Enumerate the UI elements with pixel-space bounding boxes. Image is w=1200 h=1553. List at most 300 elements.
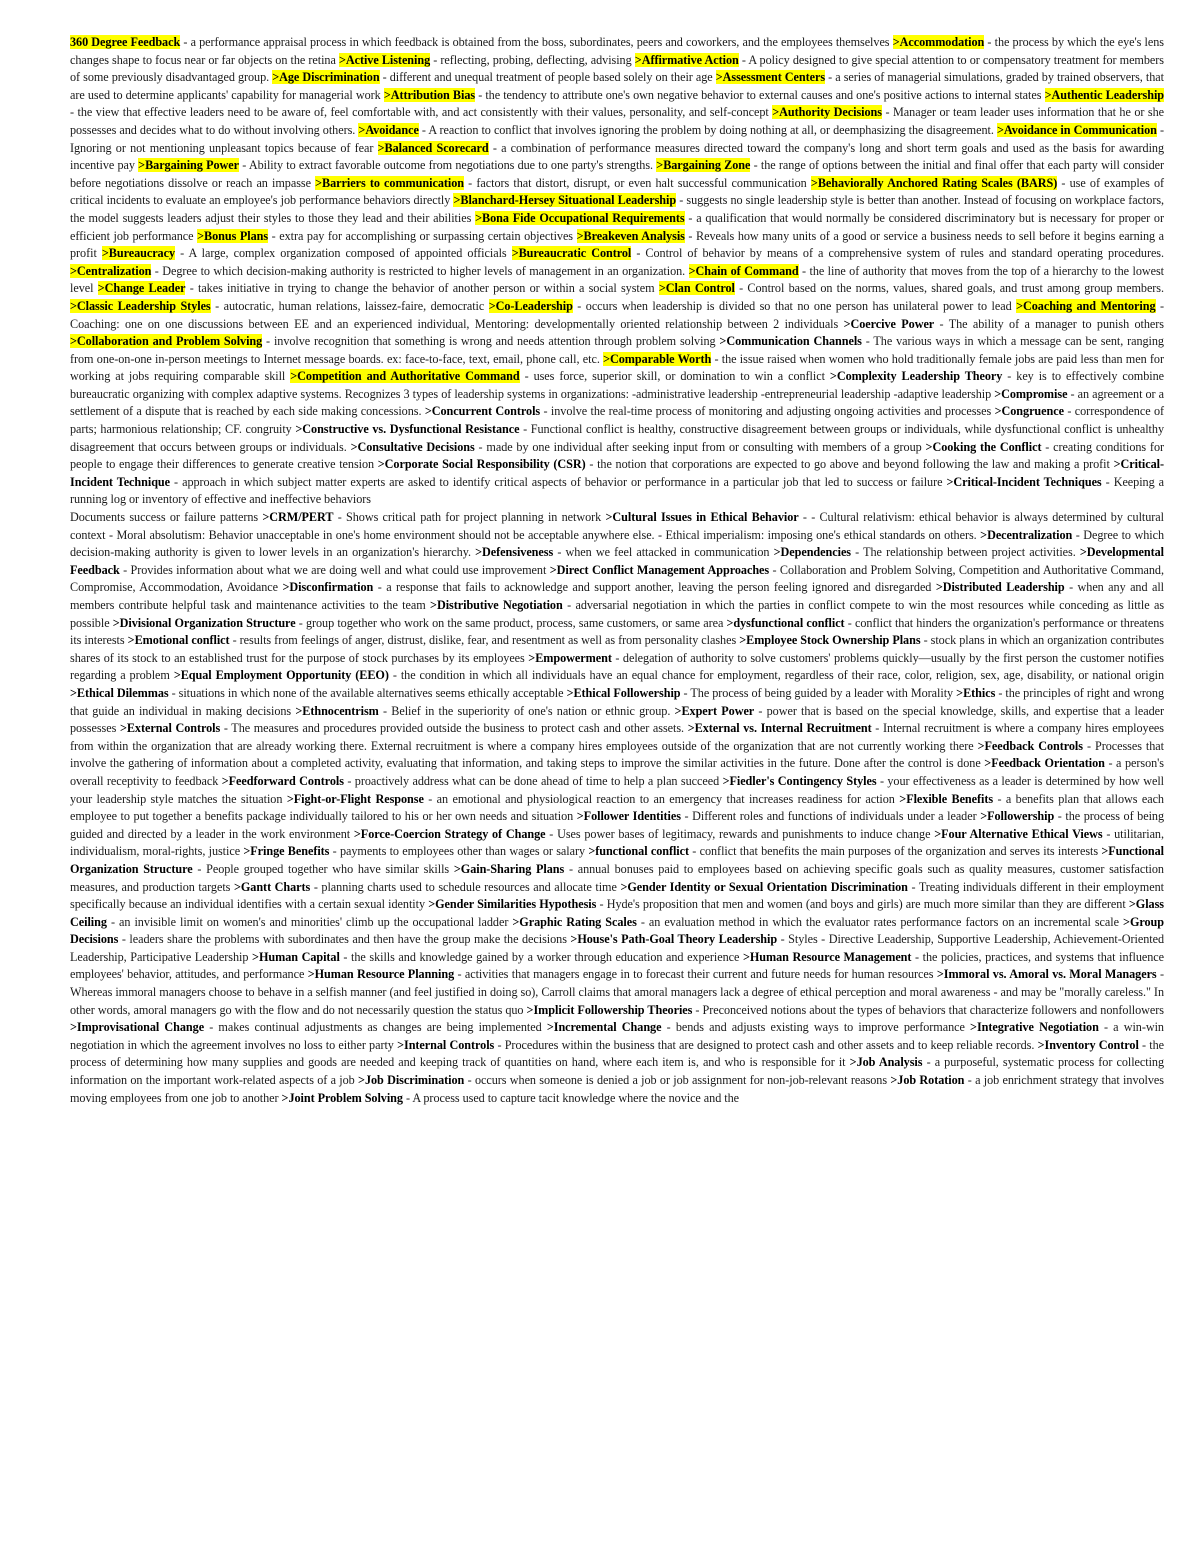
entry-term: >Feedback Controls xyxy=(977,738,1083,753)
entry-term: >Job Analysis xyxy=(849,1055,923,1070)
entry-definition: bends and adjusts existing ways to improve performance xyxy=(675,1020,965,1035)
entry-definition: A large, complex organization composed of appointed officials xyxy=(188,246,507,261)
entry-term: >Human Resource Management xyxy=(742,949,912,964)
entry-term: >Active Listening xyxy=(338,52,431,67)
entry-definition: involve the real-time process of monitoring and adjusting ongoing activities and processes xyxy=(550,404,992,419)
glossary-entry: >Critical-Incident Techniques - Keeping a running log or inventory of effective and ineffective behaviors xyxy=(70,474,1164,507)
entry-term: >Equal Employment Opportunity (EEO) xyxy=(173,668,389,683)
entry-definition: correspondence of parts; harmonious relationship; CF. congruity xyxy=(70,404,1165,437)
entry-definition: Shows critical path for project planning in network xyxy=(346,510,602,525)
entry-term: >Glass Ceiling xyxy=(70,897,1164,929)
entry-term: >Follower Identities xyxy=(576,809,681,824)
glossary-entry: >Followership - the process of being guided and directed by a leader in the work environment xyxy=(70,809,1164,841)
glossary-entry: >Divisional Organization Structure - group together who work on the same product, process, same customers, or same area xyxy=(112,615,724,630)
entry-term: >Classic Leadership Styles xyxy=(70,298,211,313)
entry-definition: Documents success or failure patterns xyxy=(70,510,259,525)
glossary-entry: >Avoidance - A reaction to conflict that involves ignoring the problem by doing nothing at all, or deemphasizing the disagreement. xyxy=(358,122,994,137)
entry-term: >Job Discrimination xyxy=(358,1073,465,1088)
glossary-entry: >Fiedler's Contingency Styles - your effectiveness as a leader is determined by how well your leadership style matches the situation xyxy=(70,773,1165,806)
entry-term: >Integrative Negotiation xyxy=(970,1020,1099,1035)
glossary-entry: >Bona Fide Occupational Requirements - a qualification that would normally be considered discriminatory but is necessary for proper or efficient job performance xyxy=(70,210,1164,243)
entry-definition: made by one individual after seeking input from or consulting with members of a group xyxy=(486,439,922,454)
glossary-entry: >Blanchard-Hersey Situational Leadership - suggests no single leadership style is better than another. Instead of focusing on workplace factors, the model suggests leaders adjust their styles to those they lead and their abilities xyxy=(70,193,1165,225)
entry-definition: the process of determining how many supplies and goods are needed and keeping track of quantities on hand, where each item is, and who is responsible for it xyxy=(70,1037,1165,1070)
entry-definition: autocratic, human relations, laissez-faire, democratic xyxy=(223,298,485,313)
glossary-entry: >Gain-Sharing Plans - annual bonuses paid to employees based on achieving specific goals such as quality measures, customer satisfaction measures, and production targets xyxy=(70,861,1164,894)
entry-definition: the condition in which all individuals have an equal chance for employment, regardless of their race, color, religion, sex, age, disability, or national origin xyxy=(400,668,1165,683)
entry-term: >Fringe Benefits xyxy=(243,844,330,859)
glossary-entry: >Collaboration and Problem Solving - involve recognition that something is wrong and needs attention through problem solving xyxy=(70,334,716,349)
entry-definition: Ignoring or not mentioning unpleasant topics because of fear xyxy=(70,140,374,155)
glossary-entry: >Ethics - the principles of right and wrong that guide an individual in making decisions xyxy=(70,685,1165,718)
entry-term: >Behaviorally Anchored Rating Scales (BARS) xyxy=(810,175,1058,190)
entry-term: >Affirmative Action xyxy=(634,52,739,67)
glossary-entry: 360 Degree Feedback - a performance appraisal process in which feedback is obtained from the boss, subordinates, peers and coworkers, and the employees themselves xyxy=(70,35,890,49)
entry-term: >Assessment Centers xyxy=(715,70,826,85)
glossary-entry: >Ethical Followership - The process of being guided by a leader with Morality xyxy=(566,685,954,700)
glossary-entry: >Glass Ceiling - an invisible limit on women's and minorities' climb up the occupational ladder xyxy=(70,897,1164,929)
entry-definition: People grouped together who have similar skills xyxy=(206,861,450,876)
entry-definition: adversarial negotiation in which the parties in conflict compete to win the most resources while conceding as little as possible xyxy=(70,598,1165,630)
entry-definition: takes initiative in trying to change the behavior of another person or within a social system xyxy=(197,281,655,296)
entry-definition: a benefits plan that allows each employee to put together a benefits package individually tailored to his or her own needs and situation xyxy=(70,791,1164,824)
entry-term: >Avoidance xyxy=(358,122,419,137)
glossary-paragraph xyxy=(70,34,1164,509)
glossary-entry: >Flexible Benefits - a benefits plan that allows each employee to put together a benefits package individually tailored to his or her own needs and situation xyxy=(70,791,1164,824)
entry-definition: group together who work on the same product, process, same customers, or same area xyxy=(305,615,724,630)
entry-definition: proactively address what can be done ahead of time to help a plan succeed xyxy=(354,773,720,788)
glossary-entry: >Empowerment - delegation of authority to solve customers' problems quickly—usually by the first person the customer notifies regarding a problem xyxy=(70,650,1165,683)
entry-definition: a job enrichment strategy that involves moving employees from one job to another xyxy=(70,1073,1164,1105)
entry-term: >Ethics xyxy=(956,685,996,700)
entry-definition: Procedures within the business that are designed to protect cash and other assets and to keep reliable records. xyxy=(504,1037,1035,1052)
glossary-entry: >Change Leader - takes initiative in trying to change the behavior of another person or within a social system xyxy=(97,281,655,296)
entry-term: >Blanchard-Hersey Situational Leadership xyxy=(453,193,677,208)
entry-term: >Authority Decisions xyxy=(772,105,882,120)
glossary-entry: >Distributed Leadership - when any and all members contribute helpful task and maintenance activities to the team xyxy=(70,580,1164,612)
entry-definition: situations in which none of the available alternatives seems ethically acceptable xyxy=(178,685,564,700)
entry-definition: an evaluation method in which the evaluator rates performance factors on an incremental scale xyxy=(648,914,1119,929)
glossary-entry: >Feedback Controls - Processes that involve the gathering of information about a completed activity, evaluating that information, and taking steps to improve the similar activities in the future. Done after the control is done xyxy=(70,738,1164,771)
entry-term: >Corporate Social Responsibility (CSR) xyxy=(377,457,586,472)
entry-definition: reflecting, probing, deflecting, advising xyxy=(440,52,632,67)
glossary-entry: >Consultative Decisions - made by one individual after seeking input from or consulting with members of a group xyxy=(350,439,922,454)
glossary-entry: >Gender Identity or Sexual Orientation Discrimination - Treating individuals different in their employment specifically because an individual identifies with a certain sexual identity xyxy=(70,879,1164,912)
glossary-entry: >Human Resource Management - the policies, practices, and systems that influence employees' behavior, attitudes, and performance xyxy=(70,949,1164,982)
entry-term: >Compromise xyxy=(994,386,1068,401)
entry-term: >Gain-Sharing Plans xyxy=(453,861,565,876)
entry-definition: payments to employees other than wages or salary xyxy=(339,844,586,859)
entry-term: >Attribution Bias xyxy=(383,87,476,102)
glossary-entry: >Cooking the Conflict - creating conditions for people to engage their differences to generate creative tension xyxy=(70,439,1164,472)
entry-term: >Distributed Leadership xyxy=(935,580,1065,595)
entry-term: >House's Path-Goal Theory Leadership xyxy=(570,932,778,947)
glossary-entry: >functional conflict - conflict that benefits the main purposes of the organization and serves its interests xyxy=(588,844,1099,859)
entry-definition: your effectiveness as a leader is determined by how well your leadership style matches the situation xyxy=(70,773,1165,806)
entry-definition: The various ways in which a message can be sent, ranging from one-on-one in-person meetings to Internet message boards. ex: face-to-face, text, email, phone call, etc. xyxy=(70,334,1164,366)
entry-term: >dysfunctional conflict xyxy=(726,615,845,630)
glossary-entry: >Coercive Power - The ability of a manager to punish others xyxy=(843,316,1164,331)
entry-definition: the range of options between the initial and final offer that each party will consider before negotiations dissolve or reach an impasse xyxy=(70,158,1164,190)
entry-term: >Balanced Scorecard xyxy=(377,140,489,155)
entry-definition: planning charts used to schedule resources and allocate time xyxy=(321,879,617,894)
entry-definition: Provides information about what we are doing well and what could use improvement xyxy=(130,562,547,577)
entry-definition: Styles - Directive Leadership, Supportive Leadership, Achievement-Oriented Leadership, Participative Leadership xyxy=(70,932,1164,964)
entry-term: >Collaboration and Problem Solving xyxy=(70,334,263,349)
entry-definition: conflict that benefits the main purposes of the organization and serves its interests xyxy=(699,844,1099,859)
glossary-entry: >Authentic Leadership - the view that effective leaders need to be aware of, feel comfortable with, and act consistently with their values, personality, and self-concept xyxy=(70,87,1165,120)
glossary-entry: >Balanced Scorecard - a combination of performance measures directed toward the company's long and short term goals and used as the basis for awarding incentive pay xyxy=(70,140,1165,173)
entry-definition: Ability to extract favorable outcome from negotiations due to one party's strengths. xyxy=(248,158,654,173)
entry-term: >Emotional conflict xyxy=(127,633,230,648)
entry-definition: Degree to which decision-making authority is restricted to higher levels of management in an organization. xyxy=(162,263,686,278)
entry-term: >Bona Fide Occupational Requirements xyxy=(475,210,685,225)
entry-definition: Keeping a running log or inventory of effective and ineffective behaviors xyxy=(70,474,1164,507)
entry-definition: the line of authority that moves from the top of a hierarchy to the lowest level xyxy=(70,263,1165,296)
entry-definition: A policy designed to give special attention to or compensatory treatment for members of some previously disadvantaged group. xyxy=(70,52,1164,85)
entry-definition: Manager or team leader uses information that he or she possesses and decides what to do without involving others. xyxy=(70,105,1164,137)
entry-term: >Clan Control xyxy=(658,281,735,296)
glossary-entry: >Group Decisions - leaders share the problems with subordinates and then have the group make the decisions xyxy=(70,914,1165,947)
entry-definition: Coaching: one on one discussions between EE and an experienced individual, Mentoring: developmentally oriented relationship between 2 individuals xyxy=(70,316,839,331)
entry-term: >Human Capital xyxy=(252,949,340,964)
entry-term: >Critical-Incident Techniques xyxy=(946,474,1102,489)
glossary-entry: >Direct Conflict Management Approaches - Collaboration and Problem Solving, Competition and Authoritative Command, Compromise, Accommodation, Avoidance xyxy=(70,562,1164,595)
glossary-entry: >Bureaucracy - A large, complex organization composed of appointed officials xyxy=(101,246,507,261)
entry-term: >Internal Controls xyxy=(397,1037,495,1052)
glossary-entry: >Joint Problem Solving - A process used to capture tacit knowledge where the novice and the xyxy=(281,1090,739,1105)
glossary-entry: >Ethnocentrism - Belief in the superiority of one's nation or ethnic group. xyxy=(295,703,671,718)
entry-term: >Followership xyxy=(980,809,1055,824)
entry-definition: suggests no single leadership style is better than another. Instead of focusing on workplace factors, the model suggests leaders adjust their styles to those they lead and their abilities xyxy=(70,193,1165,225)
glossary-entry: >Affirmative Action - A policy designed to give special attention to or compensatory treatment for members of some previously disadvantaged group. xyxy=(70,52,1164,85)
glossary-entry: >Follower Identities - Different roles and functions of individuals under a leader xyxy=(576,809,977,824)
entry-definition: extra pay for accomplishing or surpassing certain objectives xyxy=(279,228,573,243)
entry-term: >Avoidance in Communication xyxy=(996,122,1157,137)
glossary-entry: >Feedback Orientation - a person's overall receptivity to feedback xyxy=(70,756,1165,788)
entry-definition: involve recognition that something is wrong and needs attention through problem solving xyxy=(273,334,716,349)
glossary-entry: >Co-Leadership - occurs when leadership is divided so that no one person has unilateral power to lead xyxy=(488,298,1012,313)
entry-term: >Four Alternative Ethical Views xyxy=(934,826,1103,841)
entry-term: >Ethical Dilemmas xyxy=(70,685,169,700)
glossary-entry: >Attribution Bias - the tendency to attribute one's own negative behavior to external causes and one's positive actions to internal states xyxy=(383,87,1042,102)
glossary-entry: >Developmental Feedback - Provides information about what we are doing well and what could use improvement xyxy=(70,545,1164,577)
glossary-entry: >Compromise - an agreement or a settlement of a dispute that is reached by each side making concessions. xyxy=(70,386,1164,419)
glossary-entry: >CRM/PERT - Shows critical path for project planning in network xyxy=(262,510,602,525)
glossary-entry: >Disconfirmation - a response that fails to acknowledge and support another, leaving the person feeling ignored and disregarded xyxy=(282,580,932,595)
entry-term: >Incremental Change xyxy=(546,1020,662,1035)
entry-term: >Coaching and Mentoring xyxy=(1016,298,1156,313)
entry-term: >Congruence xyxy=(994,404,1064,419)
glossary-entry: >Assessment Centers - a series of managerial simulations, graded by trained observers, that are used to determine applicants' capability for managerial work xyxy=(70,70,1164,102)
entry-term: >Fiedler's Contingency Styles xyxy=(722,773,877,788)
glossary-entry: >Incremental Change - bends and adjusts existing ways to improve performance xyxy=(546,1020,965,1035)
glossary-entry: >Implicit Followership Theories - Preconceived notions about the types of behaviors that characterize followers and nonfollowers xyxy=(526,1002,1164,1017)
entry-definition: Treating individuals different in their employment specifically because an individual identifies with a certain sexual identity xyxy=(70,879,1164,912)
entry-term: >Implicit Followership Theories xyxy=(526,1002,693,1017)
entry-definition: utilitarian, individualism, moral-rights, justice xyxy=(70,826,1164,859)
glossary-entry: >External Controls - The measures and procedures provided outside the business to protect cash and other assets. xyxy=(119,721,685,736)
entry-term: >Improvisational Change xyxy=(70,1020,205,1035)
entry-definition: a qualification that would normally be considered discriminatory but is necessary for proper or efficient job performance xyxy=(70,210,1164,243)
entry-definition: occurs when leadership is divided so that no one person has unilateral power to lead xyxy=(585,298,1012,313)
entry-definition: Internal recruitment is where a company hires employees from within the organization that are already working there. External recruitment is where a company hires employees outside of the organization that are not currently working there xyxy=(70,721,1164,753)
entry-definition: annual bonuses paid to employees based on achieving specific goals such as quality measures, customer satisfaction measures, and production targets xyxy=(70,861,1164,894)
entry-term: >Authentic Leadership xyxy=(1044,87,1165,102)
entry-definition: results from feelings of anger, distrust, dislike, fear, and resentment as well as from personality clashes xyxy=(239,633,737,648)
entry-term: >Communication Channels xyxy=(719,334,862,349)
glossary-entry: >dysfunctional conflict - conflict that hinders the organization's performance or threatens its interests xyxy=(70,615,1164,648)
entry-term: >Feedforward Controls xyxy=(221,773,344,788)
entry-definition: the principles of right and wrong that guide an individual in making decisions xyxy=(70,685,1165,718)
entry-term: >Accommodation xyxy=(892,35,985,49)
entry-term: >Coercive Power xyxy=(843,316,935,331)
entry-term: >Developmental Feedback xyxy=(70,545,1164,577)
entry-definition: the skills and knowledge gained by a worker through education and experience xyxy=(351,949,740,964)
glossary-entry: >Equal Employment Opportunity (EEO) - the condition in which all individuals have an equal chance for employment, regardless of their race, color, religion, sex, age, disability, or national origin xyxy=(173,668,1165,683)
entry-term: >Chain of Command xyxy=(688,263,799,278)
entry-term: >Ethical Followership xyxy=(566,685,681,700)
entry-definition: the tendency to attribute one's own negative behavior to external causes and one's positive actions to internal states xyxy=(485,87,1042,102)
entry-term: >Gender Identity or Sexual Orientation Discrimination xyxy=(620,879,908,894)
glossary-entry: >Immoral vs. Amoral vs. Moral Managers - Whereas immoral managers choose to behave in a selfish manner (and feel justified in doing so), Carroll claims that amoral managers lack a degree of ethical perception and moral awareness - and may be "morally careless." In other words, amoral managers go with the flow and do not necessarily question the status quo xyxy=(70,967,1164,1017)
glossary-entry: >Authority Decisions - Manager or team leader uses information that he or she possesses and decides what to do without involving others. xyxy=(70,105,1164,137)
entry-term: >Job Rotation xyxy=(890,1073,965,1088)
entry-term: >Ethnocentrism xyxy=(295,703,379,718)
glossary-entry: >Gender Similarities Hypothesis - Hyde's proposition that men and women (and boys and girls) are much more similar than they are different xyxy=(428,897,1126,912)
entry-term: >Direct Conflict Management Approaches xyxy=(549,562,770,577)
glossary-entry: >Bargaining Power - Ability to extract favorable outcome from negotiations due to one party's strengths. xyxy=(138,158,654,173)
glossary-entry: >Graphic Rating Scales - an evaluation method in which the evaluator rates performance factors on an incremental scale xyxy=(512,914,1119,929)
entry-definition: creating conditions for people to engage their differences to generate creative tension xyxy=(70,439,1164,472)
entry-definition: The relationship between project activities. xyxy=(863,545,1076,560)
entry-term: >CRM/PERT xyxy=(262,510,334,525)
entry-definition: makes continual adjustments as changes are being implemented xyxy=(218,1020,542,1035)
entry-term: >Bonus Plans xyxy=(197,228,269,243)
entry-term: >Inventory Control xyxy=(1037,1037,1139,1052)
entry-definition: conflict that hinders the organization's performance or threatens its interests xyxy=(70,615,1164,648)
glossary-entry: >External vs. Internal Recruitment - Internal recruitment is where a company hires employees from within the organization that are already working there. External recruitment is where a company hires employees outside of the organization that are not currently working there xyxy=(70,721,1164,753)
entry-term: >Feedback Orientation xyxy=(984,756,1105,771)
entry-definition: an invisible limit on women's and minorities' climb up the occupational ladder xyxy=(119,914,509,929)
glossary-entry: >Dependencies - The relationship between project activities. xyxy=(773,545,1076,560)
glossary-entry: >Congruence - correspondence of parts; harmonious relationship; CF. congruity xyxy=(70,404,1165,437)
entry-term: >Human Resource Planning xyxy=(307,967,455,982)
entry-definition: Collaboration and Problem Solving, Competition and Authoritative Command, Compromise, Accommodation, Avoidance xyxy=(70,562,1164,595)
entry-definition: an agreement or a settlement of a dispute that is reached by each side making concessions. xyxy=(70,386,1164,419)
entry-definition: Whereas immoral managers choose to behave in a selfish manner (and feel justified in doing so), Carroll claims that amoral managers lack a degree of ethical perception and moral awareness - and may be "morally careless." In other words, amoral managers go with the flow and do not necessarily question the status quo xyxy=(70,985,1164,1017)
entry-definition: key is to effectively combine bureaucratic organizing with complex adaptive systems. Recognizes 3 types of leadership systems in organizations: -administrative leadership -entrepreneurial leadership -adaptive leadership xyxy=(70,369,1164,401)
entry-definition: Processes that involve the gathering of information about a completed activity, evaluating that information, and taking steps to improve the similar activities in the future. Done after the control is done xyxy=(70,738,1164,771)
entry-term: >Cooking the Conflict xyxy=(925,439,1042,454)
glossary-entry: >Chain of Command - the line of authority that moves from the top of a hierarchy to the lowest level xyxy=(70,263,1165,296)
glossary-entry: >Classic Leadership Styles - autocratic, human relations, laissez-faire, democratic xyxy=(70,298,485,313)
entry-term: >Centralization xyxy=(70,263,152,278)
entry-definition: Control of behavior by means of a comprehensive system of rules and standard operating procedures. xyxy=(645,246,1165,261)
entry-definition: when we feel attacked in communication xyxy=(565,545,770,560)
entry-definition: Degree to which decision-making authority is given to lower levels in an organization's hierarchy. xyxy=(70,527,1164,560)
glossary-entry: >Comparable Worth - the issue raised when women who hold traditionally female jobs are paid less than men for working at jobs requiring comparable skill xyxy=(70,351,1164,384)
entry-term: >Distributive Negotiation xyxy=(430,598,563,612)
glossary-entry: >Decentralization - Degree to which decision-making authority is given to lower levels in an organization's hierarchy. xyxy=(70,527,1164,560)
entry-term: >Graphic Rating Scales xyxy=(512,914,637,929)
glossary-entry: >Fringe Benefits - payments to employees other than wages or salary xyxy=(243,844,586,859)
glossary-entry: >Concurrent Controls - involve the real-time process of monitoring and adjusting ongoing activities and processes xyxy=(424,404,992,419)
glossary-entry: >Corporate Social Responsibility (CSR) - the notion that corporations are expected to go above and beyond following the law and making a profit xyxy=(377,457,1110,472)
glossary-entry: >Active Listening - reflecting, probing, deflecting, advising xyxy=(338,52,632,67)
glossary-entry: >Expert Power - power that is based on the special knowledge, skills, and expertise that a leader possesses xyxy=(70,703,1164,736)
entry-term: >Force-Coercion Strategy of Change xyxy=(353,826,546,841)
entry-definition: a series of managerial simulations, graded by trained observers, that are used to determine applicants' capability for managerial work xyxy=(70,70,1164,102)
entry-term: >Complexity Leadership Theory xyxy=(829,369,1003,384)
entry-term: >Critical-Incident Technique xyxy=(70,457,1165,489)
glossary-entry: >Distributive Negotiation - adversarial negotiation in which the parties in conflict compete to win the most resources while conceding as little as possible xyxy=(70,598,1165,630)
entry-definition: occurs when someone is denied a job or job assignment for non-job-relevant reasons xyxy=(474,1073,888,1088)
glossary-entry: >Human Capital - the skills and knowledge gained by a worker through education and experience xyxy=(252,949,740,964)
entry-term: >Functional Organization Structure xyxy=(70,844,1164,876)
entry-term: >Concurrent Controls xyxy=(424,404,541,419)
entry-definition: the process by which the eye's lens changes shape to focus near or far objects on the retina xyxy=(70,35,1164,67)
glossary-entry: >Barriers to communication - factors that distort, disrupt, or even halt successful communication xyxy=(315,175,807,190)
entry-definition: a win-win negotiation in which the agreement involves no loss to either party xyxy=(70,1020,1164,1052)
entry-term: >Change Leader xyxy=(97,281,186,296)
entry-term: >Fight-or-Flight Response xyxy=(286,791,424,806)
glossary-entry: >Human Resource Planning - activities that managers engage in to forecast their current and future needs for human resources xyxy=(307,967,934,982)
entry-term: >External Controls xyxy=(119,721,221,736)
entry-definition: Preconceived notions about the types of behaviors that characterize followers and nonfollowers xyxy=(702,1002,1164,1017)
entry-term: >Bargaining Power xyxy=(138,158,239,173)
entry-definition: Hyde's proposition that men and women (and boys and girls) are much more similar than they are different xyxy=(606,897,1126,912)
entry-definition: different and unequal treatment of people based solely on their age xyxy=(389,70,713,85)
glossary-entry: >Behaviorally Anchored Rating Scales (BARS) - use of examples of critical incidents to evaluate an employee's job performance behaviors directly xyxy=(70,175,1165,208)
entry-definition: leaders share the problems with subordinates and then have the group make the decisions xyxy=(129,932,567,947)
entry-term: >Barriers to communication xyxy=(315,175,464,190)
glossary-entry: >Breakeven Analysis - Reveals how many units of a good or service a business needs to sell before it begins earning a profit xyxy=(70,228,1164,261)
glossary-paragraph xyxy=(70,509,1164,1107)
glossary-entry: >Age Discrimination - different and unequal treatment of people based solely on their age xyxy=(272,70,713,85)
entry-definition: a performance appraisal process in which feedback is obtained from the boss, subordinates, peers and coworkers, and the employees themselves xyxy=(190,35,890,49)
glossary-entry: >House's Path-Goal Theory Leadership - Styles - Directive Leadership, Supportive Leadership, Achievement-Oriented Leadership, Participative Leadership xyxy=(70,932,1164,964)
entry-term: >Bureaucratic Control xyxy=(511,246,632,261)
glossary-entry: >Ethical Dilemmas - situations in which none of the available alternatives seems ethically acceptable xyxy=(70,685,564,700)
glossary-entry: >Bonus Plans - extra pay for accomplishing or surpassing certain objectives xyxy=(197,228,573,243)
glossary-entry: >Force-Coercion Strategy of Change - Uses power bases of legitimacy, rewards and punishments to induce change xyxy=(353,826,931,841)
glossary-entry: >Accommodation - the process by which the eye's lens changes shape to focus near or far objects on the retina xyxy=(70,35,1164,67)
glossary-entry: >Emotional conflict - results from feelings of anger, distrust, dislike, fear, and resentment as well as from personality clashes xyxy=(127,633,737,648)
entry-term: >Divisional Organization Structure xyxy=(112,615,296,630)
entry-term: >Flexible Benefits xyxy=(899,791,994,806)
entry-term: >Dependencies xyxy=(773,545,851,560)
entry-term: >Disconfirmation xyxy=(282,580,374,595)
entry-definition: Reveals how many units of a good or service a business needs to sell before it begins earning a profit xyxy=(70,228,1164,261)
entry-definition: a combination of performance measures directed toward the company's long and short term goals and used as the basis for awarding incentive pay xyxy=(70,140,1165,173)
entry-term: >Comparable Worth xyxy=(603,351,712,366)
glossary-entry: >Constructive vs. Dysfunctional Resistance - Functional conflict is healthy, constructive disagreement between groups or individuals, while dysfunctional conflict is unhealthy disagreement that occurs between groups or individuals. xyxy=(70,422,1164,454)
entry-term: >Co-Leadership xyxy=(488,298,573,313)
glossary-entry: >Clan Control - Control based on the norms, values, shared goals, and trust among group members. xyxy=(658,281,1164,296)
glossary-entry: >Improvisational Change - makes continual adjustments as changes are being implemented xyxy=(70,1020,542,1035)
entry-term: >Expert Power xyxy=(674,703,755,718)
glossary-entry: >Job Rotation - a job enrichment strategy that involves moving employees from one job to another xyxy=(70,1073,1164,1105)
glossary-entry: >Critical-Incident Technique - approach in which subject matter experts are asked to identify critical aspects of behavior or performance in a particular job that led to success or failure xyxy=(70,457,1165,489)
entry-definition: a purposeful, systematic process for collecting information on the important work-related aspects of a job xyxy=(70,1055,1165,1088)
entry-term: >Cultural Issues in Ethical Behavior xyxy=(605,510,799,525)
entry-term: >Breakeven Analysis xyxy=(576,228,685,243)
glossary-entry: >Cultural Issues in Ethical Behavior - - Cultural relativism: ethical behavior is always determined by cultural context - Moral absolutism: Behavior unacceptable in one's home environment should not be acceptable anywhere else. - Ethical imperialism: imposing one's ethical standards on others. xyxy=(70,510,1164,542)
glossary-entry: >Four Alternative Ethical Views - utilitarian, individualism, moral-rights, justice xyxy=(70,826,1164,859)
glossary-entry: >Centralization - Degree to which decision-making authority is restricted to higher levels of management in an organization. xyxy=(70,263,686,278)
glossary-entry: >Competition and Authoritative Command - uses force, superior skill, or domination to win a conflict xyxy=(290,369,825,384)
entry-definition: A reaction to conflict that involves ignoring the problem by doing nothing at all, or deemphasizing the disagreement. xyxy=(428,122,994,137)
entry-definition: the policies, practices, and systems that influence employees' behavior, attitudes, and performance xyxy=(70,949,1164,982)
entry-term: >Bargaining Zone xyxy=(656,158,751,173)
entry-definition: the view that effective leaders need to be aware of, feel comfortable with, and act consistently with their values, personality, and self-concept xyxy=(77,105,769,120)
glossary-entry: >Bureaucratic Control - Control of behavior by means of a comprehensive system of rules and standard operating procedures. xyxy=(511,246,1165,261)
entry-term: >Immoral vs. Amoral vs. Moral Managers xyxy=(936,967,1157,982)
glossary-entry: >Complexity Leadership Theory - key is to effectively combine bureaucratic organizing with complex adaptive systems. Recognizes 3 types of leadership systems in organizations: -administrative leadership -entrepreneurial leadership -adaptive leadership xyxy=(70,369,1164,401)
entry-term: >Bureaucracy xyxy=(101,246,176,261)
entry-term: 360 Degree Feedback xyxy=(70,35,181,49)
entry-definition: the notion that corporations are expected to go above and beyond following the law and making a profit xyxy=(597,457,1110,472)
entry-term: >Defensiveness xyxy=(475,545,554,560)
glossary-entry: >Gantt Charts - planning charts used to schedule resources and allocate time xyxy=(233,879,617,894)
entry-definition: stock plans in which an organization contributes shares of its stock to an established trust for the purpose of stock purchases by its employees xyxy=(70,633,1164,665)
glossary-entry: >Inventory Control - the process of determining how many supplies and goods are needed and keeping track of quantities on hand, where each item is, and who is responsible for it xyxy=(70,1037,1165,1070)
glossary-entry: >Integrative Negotiation - a win-win negotiation in which the agreement involves no loss to either party xyxy=(70,1020,1164,1052)
entry-definition: Functional conflict is healthy, constructive disagreement between groups or individuals, while dysfunctional conflict is unhealthy disagreement that occurs between groups or individuals. xyxy=(70,422,1164,454)
glossary-entry: >Fight-or-Flight Response - an emotional and physiological reaction to an emergency that increases readiness for action xyxy=(286,791,895,806)
entry-term: >Group Decisions xyxy=(70,914,1165,947)
entry-term: >External vs. Internal Recruitment xyxy=(687,721,872,736)
entry-definition: Belief in the superiority of one's nation or ethnic group. xyxy=(391,703,671,718)
glossary-entry: >Communication Channels - The various ways in which a message can be sent, ranging from one-on-one in-person meetings to Internet message boards. ex: face-to-face, text, email, phone call, etc. xyxy=(70,334,1164,366)
entry-term: >Joint Problem Solving xyxy=(281,1090,403,1105)
entry-term: >Consultative Decisions xyxy=(350,439,475,454)
entry-term: >Age Discrimination xyxy=(272,70,380,85)
glossary-entry: >Employee Stock Ownership Plans - stock plans in which an organization contributes shares of its stock to an established trust for the purpose of stock purchases by its employees xyxy=(70,633,1164,665)
entry-term: >Constructive vs. Dysfunctional Resistance xyxy=(295,422,520,437)
entry-definition: activities that managers engage in to forecast their current and future needs for human resources xyxy=(464,967,934,982)
entry-definition: A process used to capture tacit knowledge where the novice and the xyxy=(412,1090,739,1105)
entry-definition: approach in which subject matter experts are asked to identify critical aspects of behavior or performance in a particular job that led to success or failure xyxy=(182,474,943,489)
glossary-entry: >Feedforward Controls - proactively address what can be done ahead of time to help a plan succeed xyxy=(221,773,720,788)
glossary-entry: >Coaching and Mentoring - Coaching: one on one discussions between EE and an experienced individual, Mentoring: developmentally oriented relationship between 2 individuals xyxy=(70,298,1165,331)
entry-definition: factors that distort, disrupt, or even halt successful communication xyxy=(476,175,807,190)
entry-definition: delegation of authority to solve customers' problems quickly—usually by the first person the customer notifies regarding a problem xyxy=(70,650,1165,683)
entry-definition: the process of being guided and directed by a leader in the work environment xyxy=(70,809,1164,841)
entry-definition: a response that fails to acknowledge and support another, leaving the person feeling ignored and disregarded xyxy=(386,580,932,595)
entry-definition: an emotional and physiological reaction to an emergency that increases readiness for action xyxy=(436,791,895,806)
entry-definition: use of examples of critical incidents to evaluate an employee's job performance behaviors directly xyxy=(70,175,1165,208)
entry-term: >Decentralization xyxy=(980,527,1073,542)
entry-definition: Different roles and functions of individuals under a leader xyxy=(692,809,977,824)
entry-definition: when any and all members contribute helpful task and maintenance activities to the team xyxy=(70,580,1164,612)
entry-definition: - Cultural relativism: ethical behavior is always determined by cultural context - Moral absolutism: Behavior unacceptable in one's home environment should not be acceptable anywhere else. - Ethical imperialism: imposing one's ethical standards on others. xyxy=(70,510,1164,542)
entry-term: >Competition and Authoritative Command xyxy=(290,369,520,384)
glossary-entry: >Bargaining Zone - the range of options between the initial and final offer that each party will consider before negotiations dissolve or reach an impasse xyxy=(70,158,1164,190)
entry-definition: Uses power bases of legitimacy, rewards and punishments to induce change xyxy=(557,826,931,841)
glossary-entry: >Avoidance in Communication - Ignoring or not mentioning unpleasant topics because of fear xyxy=(70,122,1165,155)
entry-definition: The measures and procedures provided outside the business to protect cash and other assets. xyxy=(231,721,685,736)
entry-definition: a person's overall receptivity to feedback xyxy=(70,756,1165,788)
entry-term: >functional conflict xyxy=(588,844,690,859)
entry-definition: power that is based on the special knowledge, skills, and expertise that a leader possesses xyxy=(70,703,1164,736)
entry-definition: uses force, superior skill, or domination to win a conflict xyxy=(533,369,825,384)
glossary-entry: >Functional Organization Structure - People grouped together who have similar skills xyxy=(70,844,1164,876)
entry-term: >Gantt Charts xyxy=(233,879,311,894)
glossary-entry: >Internal Controls - Procedures within the business that are designed to protect cash and other assets and to keep reliable records. xyxy=(397,1037,1035,1052)
entry-definition: Control based on the norms, values, shared goals, and trust among group members. xyxy=(747,281,1164,296)
